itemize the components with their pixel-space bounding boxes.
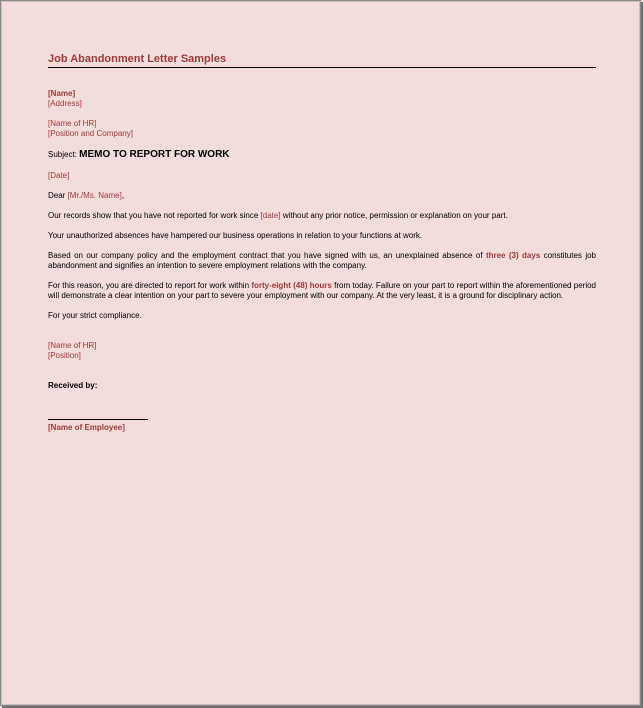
paragraph-absences: Your unauthorized absences have hampered our business operations in relation to your functions at work. xyxy=(48,231,423,240)
paragraph-directive xyxy=(48,281,596,301)
closing-position: [Position] xyxy=(48,351,81,360)
para3-highlight: three (3) days xyxy=(485,251,541,260)
salutation xyxy=(48,191,124,201)
paragraph-records xyxy=(48,211,596,221)
para4-after: from today. Failure on your part to report within the aforementioned period will demonstrate a clear intention on your part to severe your employment with our company. At the very least, it is a ground for disciplinary action. xyxy=(48,281,597,300)
employee-name: [Name of Employee] xyxy=(48,423,125,432)
paragraph-policy xyxy=(48,251,596,271)
subject-label: Subject: xyxy=(48,150,77,159)
subject-text: MEMO TO REPORT FOR WORK xyxy=(79,149,230,160)
para1-before: Our records show that you have not reported for work since xyxy=(48,211,259,220)
salutation-name: [Mr./Ms. Name] xyxy=(67,191,122,200)
closing-name: [Name of HR] xyxy=(48,341,97,350)
para4-before: For this reason, you are directed to report for work within xyxy=(48,281,250,290)
para1-after: without any prior notice, permission or explanation on your part. xyxy=(282,211,508,220)
recipient-position: [Position and Company] xyxy=(48,129,133,138)
document-title: Job Abandonment Letter Samples xyxy=(48,53,596,68)
paragraph-compliance: For your strict compliance. xyxy=(48,311,142,320)
salutation-suffix: , xyxy=(121,191,125,200)
signature-line xyxy=(48,419,148,420)
para3-after: constitutes job abandonment and signifies an intention to severe employment relations with the company. xyxy=(48,251,596,270)
letter-date: [Date] xyxy=(48,171,70,180)
sender-name: [Name] xyxy=(48,89,76,98)
para3-before: Based on our company policy and the employment contract that you have signed with us, an unexplained absence of xyxy=(48,251,483,260)
recipient-name: [Name of HR] xyxy=(48,119,97,128)
salutation-prefix: Dear xyxy=(48,191,66,200)
subject-line xyxy=(48,150,230,160)
received-by-label: Received by: xyxy=(48,381,98,390)
para1-date: [date] xyxy=(260,211,281,220)
sender-address: [Address] xyxy=(48,99,82,108)
para4-highlight: forty-eight (48) hours xyxy=(251,281,332,290)
